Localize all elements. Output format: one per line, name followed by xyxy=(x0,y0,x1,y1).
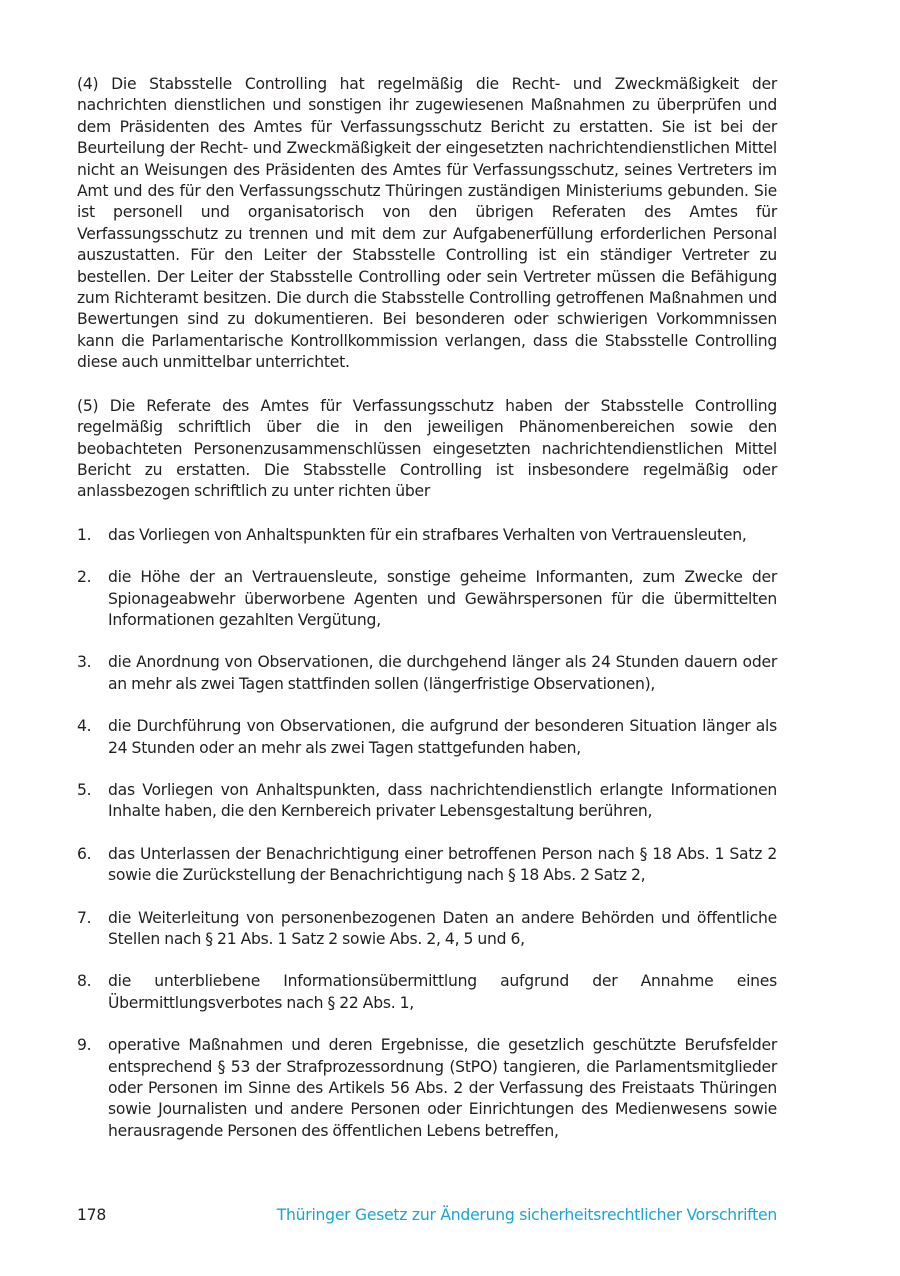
page-footer xyxy=(77,1205,777,1226)
list-item-text: das Vorliegen von Anhaltspunkten, dass nachrichtendienstlich erlangte Informationen Inhalte haben, die den Kernbereich privater Lebensgestaltung berühren, xyxy=(108,780,777,821)
list-item-number: 5. xyxy=(77,780,92,799)
list-item-text: operative Maßnahmen und deren Ergebnisse, die gesetzlich geschützte Berufsfelder entsprechend § 53 der Strafprozessordnung (StPO) tangieren, die Parlamentsmitglieder oder Personen im Sinne des Artikels 56 Abs. 2 der Verfassung des Freistaats Thüringen sowie Journalisten und andere Personen oder Einrichtungen des Medienwesens sowie herausragende Personen des öffentlichen Lebens betreffen, xyxy=(108,1036,777,1140)
paragraph-5: (5) Die Referate des Amtes für Verfassungsschutz haben der Stabsstelle Controlling regelmäßig schriftlich über die in den jeweiligen Phänomenbereichen sowie den beobachteten Personenzusammenschlüssen eingesetzten nachrichtendienstlichen Mittel Bericht zu erstatten. Die Stabsstelle Controlling ist insbesondere regelmäßig oder anlassbezogen schriftlich zu unter richten über xyxy=(77,396,777,501)
list-item xyxy=(77,652,777,695)
list-item-text: das Unterlassen der Benachrichtigung einer betroffenen Person nach § 18 Abs. 1 Satz 2 sowie die Zurückstellung der Benachrichtigung nach § 18 Abs. 2 Satz 2, xyxy=(108,844,777,885)
list-item-text: die Höhe der an Vertrauensleute, sonstige geheime Informanten, zum Zwecke der Spionageabwehr überworbene Agenten und Gewährspersonen für die übermittelten Informationen gezahlten Vergütung, xyxy=(108,568,777,629)
paragraph-4: (4) Die Stabsstelle Controlling hat regelmäßig die Recht- und Zweckmäßigkeit der nachrichten dienstlichen und sonstigen ihr zugewiesenen Maßnahmen zu überprüfen und dem Präsidenten des Amtes für Verfassungsschutz Bericht zu erstatten. Sie ist bei der Beurteilung der Recht- und Zweckmäßigkeit der eingesetzten nachrichtendienstlichen Mittel nicht an Weisungen des Präsidenten des Amtes für Verfassungsschutz, seines Vertreters im Amt und des für den Verfassungsschutz Thüringen zuständigen Ministeriums gebunden. Sie ist personell und organisatorisch von den übrigen Referaten des Amtes für Verfassungsschutz zu trennen und mit dem zur Aufgabenerfüllung erforderlichen Personal auszustatten. Für den Leiter der Stabsstelle Controlling ist ein ständiger Vertreter zu bestellen. Der Leiter der Stabsstelle Controlling oder sein Vertreter müssen die Befähigung zum Richteramt besitzen. Die durch die Stabsstelle Controlling getroffenen Maßnahmen und Bewertungen sind zu dokumentieren. Bei besonderen oder schwierigen Vorkommnissen kann die Parlamentarische Kontrollkommission verlangen, dass die Stabsstelle Controlling diese auch unmittelbar unterrichtet. xyxy=(77,75,777,372)
list-item-number: 1. xyxy=(77,525,92,544)
list-item xyxy=(77,908,777,951)
enumerated-list xyxy=(77,525,777,1143)
list-item-number: 8. xyxy=(77,972,92,991)
list-item-text: die Anordnung von Observationen, die durchgehend länger als 24 Stunden dauern oder an mehr als zwei Tagen stattfinden sollen (längerfristige Observationen), xyxy=(108,653,777,693)
list-item-text: die Durchführung von Observationen, die aufgrund der besonderen Situation länger als 24 Stunden oder an mehr als zwei Tagen stattgefunden haben, xyxy=(108,717,777,757)
list-item xyxy=(77,780,777,823)
list-item-number: 7. xyxy=(77,908,92,927)
list-item xyxy=(77,525,777,546)
list-item-number: 6. xyxy=(77,844,92,863)
list-item-number: 4. xyxy=(77,717,92,736)
list-item xyxy=(77,971,777,1014)
main-content xyxy=(77,74,777,1163)
list-item xyxy=(77,1035,777,1142)
list-item xyxy=(77,844,777,887)
list-item xyxy=(77,716,777,759)
list-item-text: das Vorliegen von Anhaltspunkten für ein strafbares Verhalten von Vertrauensleuten, xyxy=(108,525,747,544)
page-number: 178 xyxy=(77,1206,107,1224)
list-item-text: die unterbliebene Informationsübermittlung aufgrund der Annahme eines Übermittlungsverbotes nach § 22 Abs. 1, xyxy=(108,972,777,1012)
list-item-text: die Weiterleitung von personenbezogenen Daten an andere Behörden und öffentliche Stellen nach § 21 Abs. 1 Satz 2 sowie Abs. 2, 4, 5 und 6, xyxy=(108,908,777,948)
list-item-number: 9. xyxy=(77,1036,92,1055)
list-item-number: 2. xyxy=(77,568,92,587)
running-title: Thüringer Gesetz zur Änderung sicherheitsrechtlicher Vorschriften xyxy=(276,1206,777,1224)
list-item xyxy=(77,567,777,631)
list-item-number: 3. xyxy=(77,653,92,672)
